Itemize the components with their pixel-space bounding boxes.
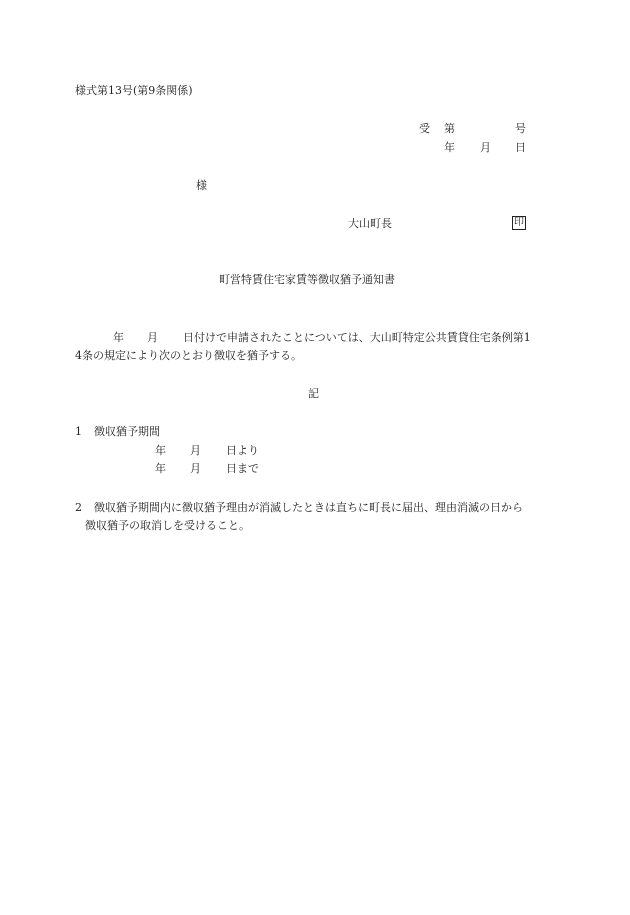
date-day: 日	[515, 141, 526, 154]
body-year: 年	[113, 331, 124, 344]
issuer-name: 大山町長	[348, 217, 392, 230]
date-month: 月	[480, 141, 491, 154]
receipt-uke: 受	[419, 122, 430, 135]
item1-to-suffix: 日まで	[226, 462, 259, 475]
addressee-honorific: 様	[196, 179, 207, 192]
item1-from-year: 年	[155, 444, 166, 457]
receipt-dai: 第	[444, 122, 455, 135]
body-text-line1: 日付けで申請されたことについては、大山町特定公共賃貸住宅条例第1	[183, 331, 531, 344]
body-month: 月	[147, 331, 158, 344]
form-number: 様式第13号(第9条関係)	[75, 84, 193, 97]
seal-mark: 印	[514, 217, 524, 228]
item2-line1: 徴収猶予期間内に徴収猶予理由が消滅したときは直ちに町長に届出、理由消滅の日から	[94, 501, 523, 514]
item2-line2: 徴収猶予の取消しを受けること。	[85, 519, 250, 532]
document-title: 町営特賃住宅家賃等徴収猶予通知書	[219, 273, 395, 286]
item1-from-month: 月	[190, 444, 201, 457]
item1-to-month: 月	[190, 462, 201, 475]
ki-heading: 記	[308, 387, 319, 400]
item2-number: 2	[75, 501, 82, 514]
item1-label: 徴収猶予期間	[94, 425, 160, 438]
body-text-line2: 4条の規定により次のとおり徴収を猶予する。	[75, 349, 302, 362]
item1-from-suffix: 日より	[226, 444, 259, 457]
item1-to-year: 年	[155, 462, 166, 475]
date-year: 年	[444, 141, 455, 154]
item1-number: 1	[75, 425, 82, 438]
receipt-go: 号	[515, 122, 526, 135]
